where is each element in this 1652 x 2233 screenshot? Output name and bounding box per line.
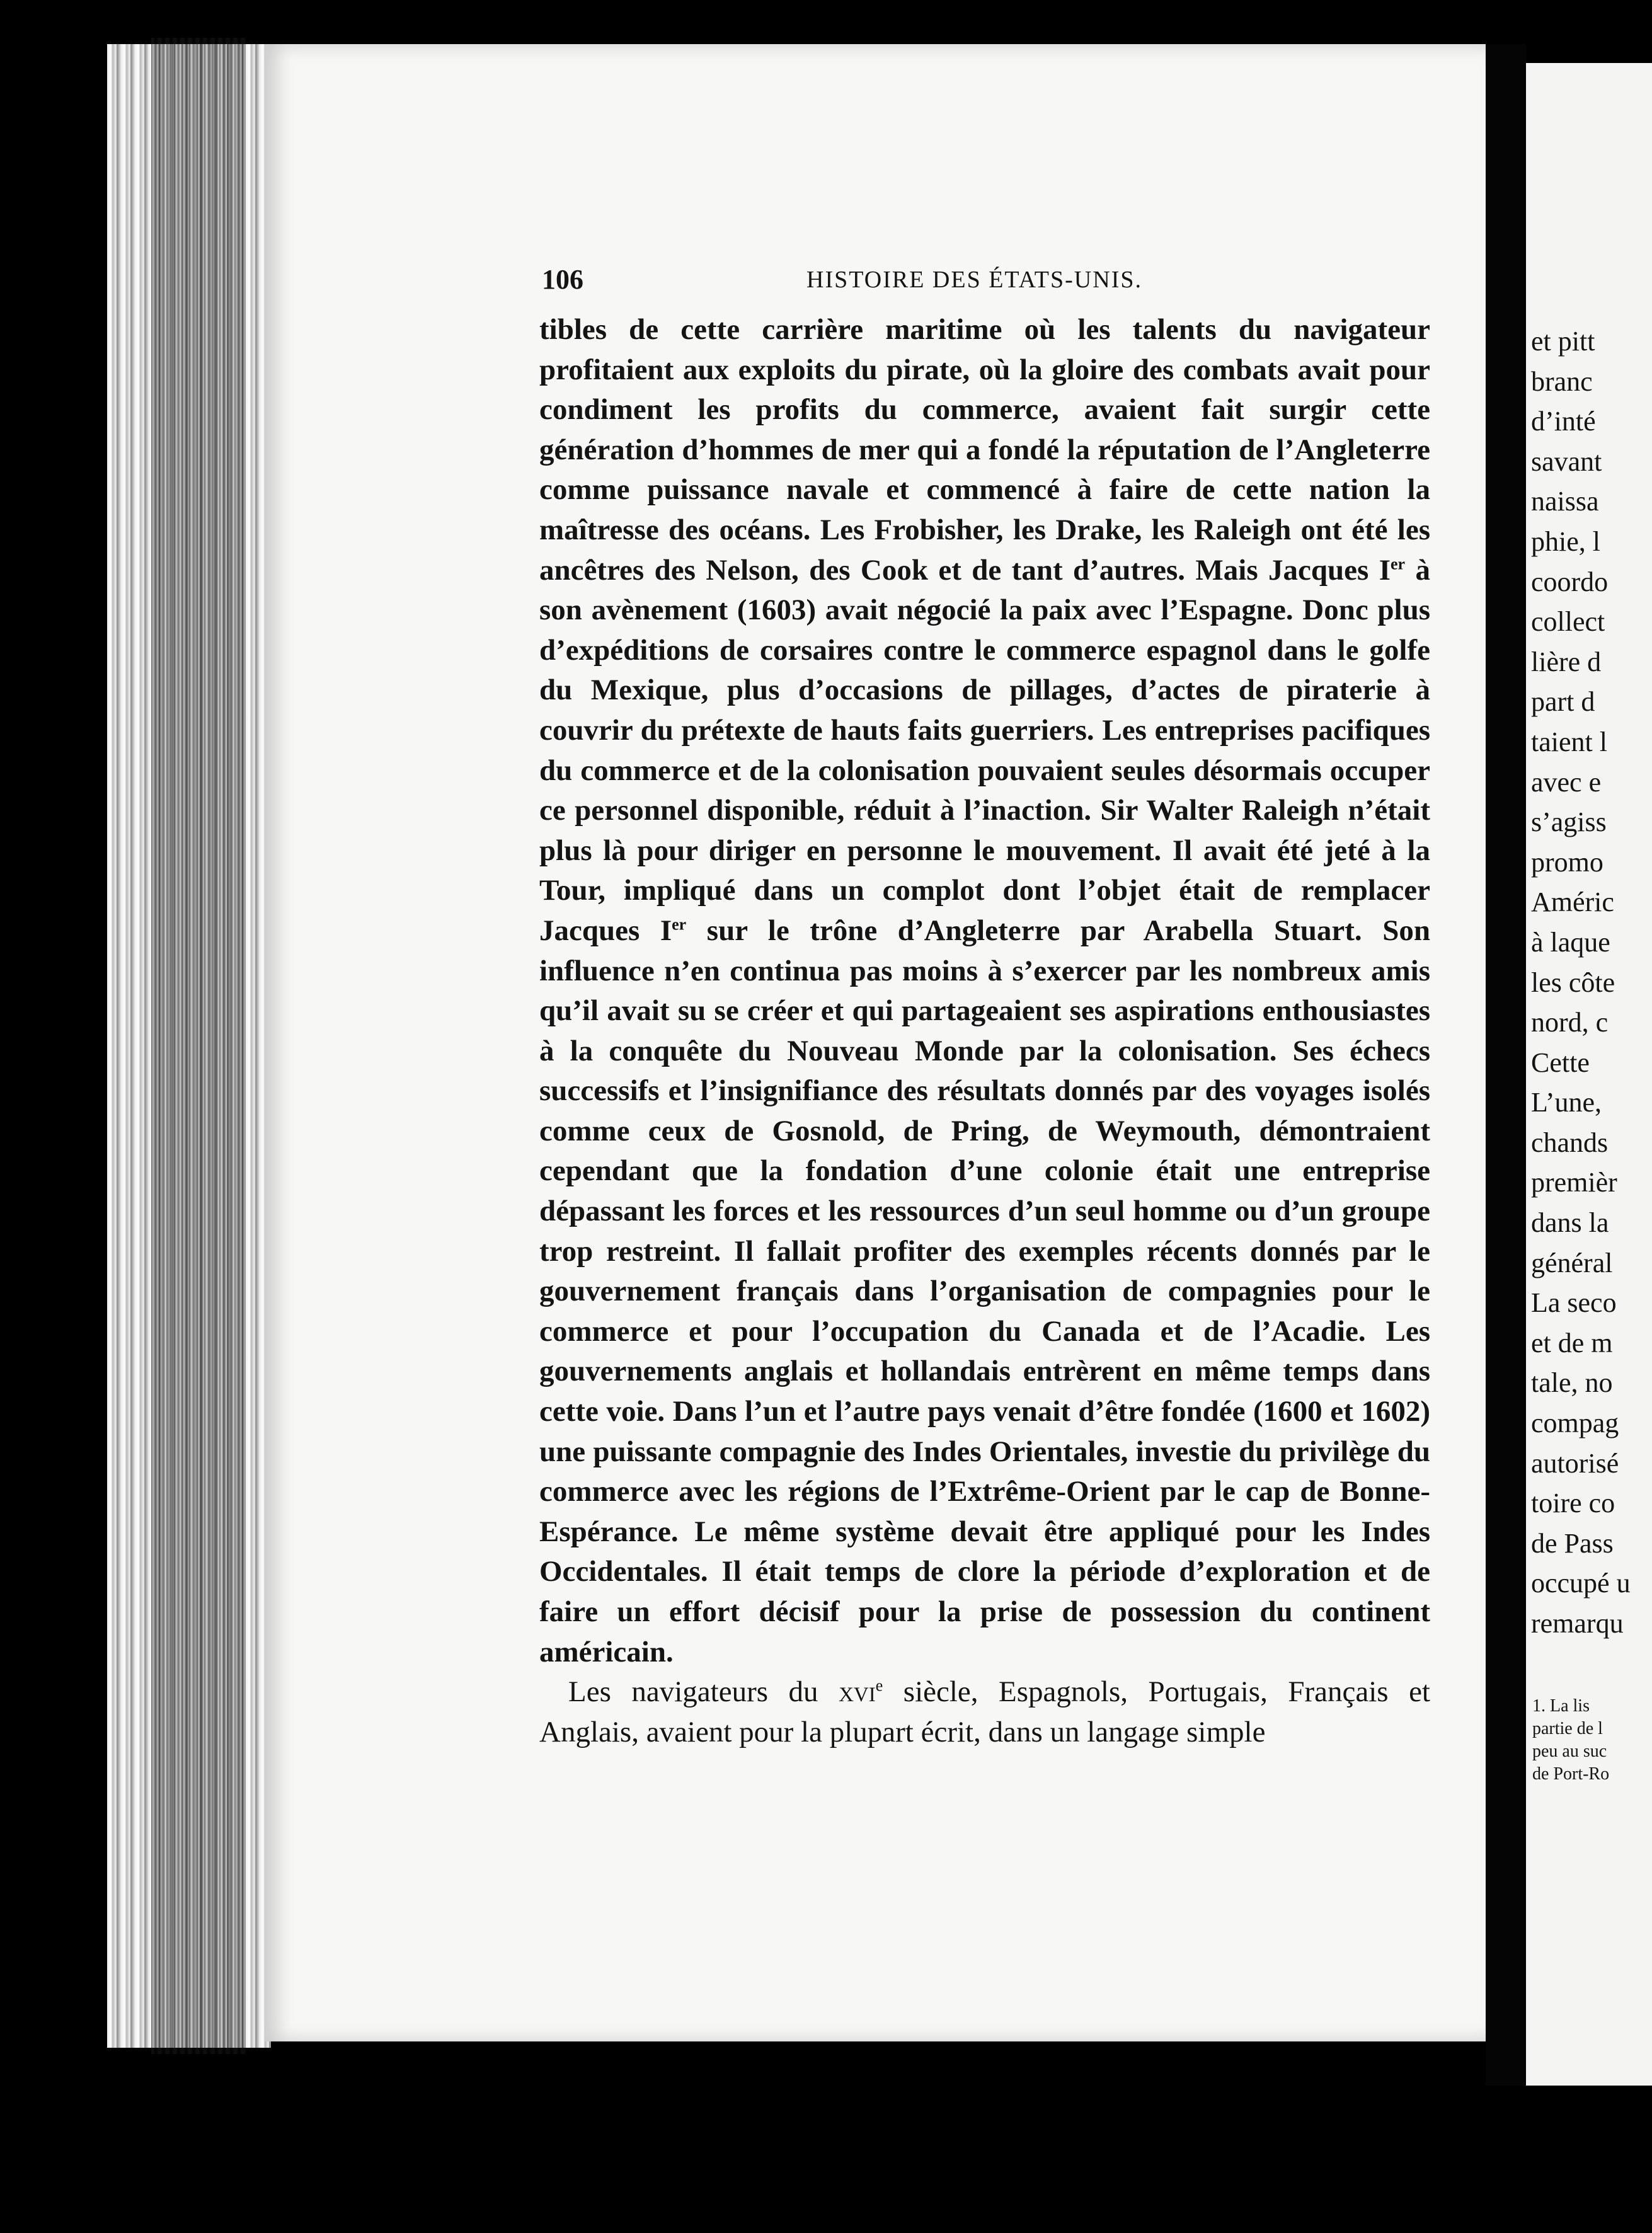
paragraph-2-part-a: Les navigateurs du bbox=[568, 1675, 839, 1709]
facing-page-line: d’inté bbox=[1531, 406, 1596, 437]
running-head bbox=[542, 263, 1424, 307]
facing-page-line: tale, no bbox=[1531, 1367, 1613, 1399]
facing-page-line: les côte bbox=[1531, 967, 1615, 998]
facing-page-line: avec e bbox=[1531, 766, 1602, 798]
ordinal-superscript: er bbox=[1391, 554, 1406, 573]
facing-page-line: et de m bbox=[1531, 1327, 1613, 1358]
facing-page-line: occupé u bbox=[1531, 1568, 1631, 1599]
century-superscript: e bbox=[875, 1676, 883, 1695]
facing-page-line: naissa bbox=[1531, 486, 1599, 517]
facing-page-line: chands bbox=[1531, 1127, 1609, 1158]
page-edge-shadow bbox=[151, 38, 246, 2054]
body-text bbox=[539, 310, 1430, 1854]
paragraph-1-part-b: à son avènement (1603) avait négocié la paix avec l’Espagne. Donc plus d’expéditions de corsaires contre le commerce espagnol dans le golfe du Mexique, plus d’occasions de pillages, d’actes de piraterie à couvrir du prétexte de hauts faits guerriers. Les entreprises pacifiques du commerce et de la colonisation pouvaient seules désormais occuper ce personnel disponible, réduit à l’inaction. Sir Walter Raleigh n’était plus là pour diriger en personne le mouvement. Il avait été jeté à la Tour, impliqué dans un complot dont l’objet était de remplacer Jacques I bbox=[539, 553, 1430, 947]
facing-page-line: branc bbox=[1531, 365, 1593, 397]
facing-page-line: Cette bbox=[1531, 1047, 1590, 1078]
page-number: 106 bbox=[542, 264, 583, 295]
facing-page-line: dans la bbox=[1531, 1207, 1609, 1239]
facing-page-line: part d bbox=[1531, 686, 1595, 718]
facing-page-fragment bbox=[1526, 63, 1652, 2086]
facing-page-footnote-line: de Port-Ro bbox=[1532, 1764, 1610, 1784]
facing-page-line: premièr bbox=[1531, 1167, 1617, 1198]
facing-page-line: et pitt bbox=[1531, 326, 1595, 357]
facing-page-line: Améric bbox=[1531, 887, 1614, 918]
facing-page-line: nord, c bbox=[1531, 1007, 1609, 1038]
paragraph-2-part-b: siècle, Espagnols, Portugais, Français et Anglais, avaient pour la plupart écrit, dans un langage simple bbox=[539, 1675, 1430, 1748]
paragraph-1-part-c: sur le trône d’Angleterre par Arabella Stuart. Son influence n’en continua pas moins à s’exercer par les nombreux amis qu’il avait su se créer et qui partageaient ses aspirations enthousiastes à la conquête du Nouveau Monde par la colonisation. Ses échecs successifs et l’insignifiance des résultats donnés par des voyages isolés comme ceux de Gosnold, de Pring, de Weymouth, démontraient cependant que la fondation d’une colonie était une entreprise dépassant les forces et les ressources d’un seul homme ou d’un groupe trop restreint. Il fallait profiter des exemples récents donnés par le gouvernement français dans l’organisation de compagnies pour le commerce et pour l’occupation du Canada et de l’Acadie. Les gouvernements anglais et hollandais entrèrent en même temps dans cette voie. Dans l’un et l’autre pays venait d’être fondée (1600 et 1602) une puissante compagnie des Indes Orientales, investie du privilège du commerce avec les régions de l’Extrême-Orient par le cap de Bonne-Espérance. Le même système devait être appliqué pour les Indes Occidentales. Il était temps de clore la période d’exploration et de faire un effort décisif pour la prise de possession du continent américain. bbox=[539, 914, 1430, 1668]
facing-page-line: s’agiss bbox=[1531, 807, 1607, 838]
facing-page-line: promo bbox=[1531, 846, 1603, 878]
facing-page-line: L’une, bbox=[1531, 1087, 1602, 1118]
facing-page-line: autorisé bbox=[1531, 1447, 1619, 1479]
facing-page-line: taient l bbox=[1531, 726, 1607, 757]
facing-page-lines bbox=[1526, 321, 1652, 1644]
facing-page-line: compag bbox=[1531, 1408, 1619, 1439]
facing-page-line: général bbox=[1531, 1247, 1613, 1278]
facing-page-line: à laque bbox=[1531, 926, 1610, 958]
paragraph-navigators bbox=[539, 1672, 1430, 1752]
facing-page-footnote-line: 1. La lis bbox=[1532, 1696, 1590, 1716]
facing-page-line: savant bbox=[1531, 445, 1602, 477]
book-title: HISTOIRE DES ÉTATS-UNIS. bbox=[806, 267, 1142, 293]
paragraph-1-part-a: tibles de cette carrière maritime où les talents du navigateur profitaient aux exploits du pirate, où la gloire des combats avait pour condiment les profits du commerce, avaient fait surgir cette génération d’hommes de mer qui a fondé la réputation de l’Angleterre comme puissance navale et commencé à faire de cette nation la maîtresse des océans. Les Frobisher, les Drake, les Raleigh ont été les ancêtres des Nelson, des Cook et de tant d’autres. Mais Jacques I bbox=[539, 313, 1430, 587]
ordinal-superscript: er bbox=[672, 915, 687, 934]
facing-page-footnote-line: peu au suc bbox=[1532, 1742, 1607, 1761]
facing-page-line: La seco bbox=[1531, 1287, 1617, 1319]
century-numeral: xvi bbox=[839, 1675, 876, 1709]
facing-page-line: collect bbox=[1531, 606, 1605, 638]
facing-page-line: remarqu bbox=[1531, 1608, 1624, 1639]
facing-page-line: de Pass bbox=[1531, 1527, 1614, 1559]
facing-page-line: lière d bbox=[1531, 646, 1602, 677]
paragraph-continued bbox=[539, 310, 1430, 1672]
facing-page-line: coordo bbox=[1531, 566, 1609, 597]
facing-page-line: phie, l bbox=[1531, 525, 1600, 557]
facing-page-footnote-line: partie de l bbox=[1532, 1719, 1603, 1738]
facing-page-line: toire co bbox=[1531, 1488, 1615, 1519]
facing-page-footnotes bbox=[1526, 1695, 1652, 1786]
book-gutter bbox=[1486, 44, 1526, 2086]
